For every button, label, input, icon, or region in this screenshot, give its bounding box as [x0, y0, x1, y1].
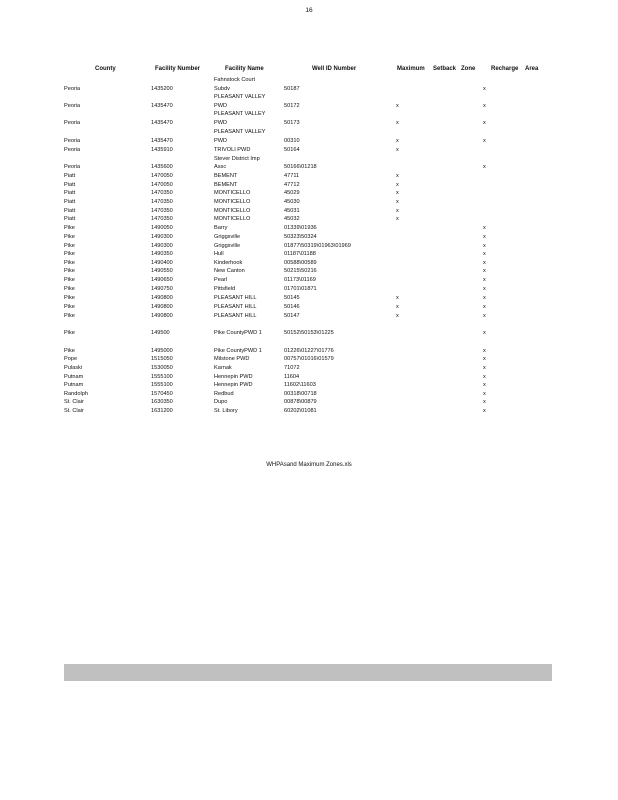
cell-recharge-zone: x: [483, 304, 486, 310]
cell-county: Pike: [64, 330, 75, 336]
cell-facility-number: 1490050: [151, 225, 173, 231]
table-row: [0, 103, 618, 112]
cell-facility-number: 1490300: [151, 243, 173, 249]
cell-well-id: 00588\00589: [284, 260, 317, 266]
table-row: [0, 330, 618, 339]
cell-recharge-zone: x: [483, 225, 486, 231]
table-row: [0, 295, 618, 304]
cell-facility-number: 1490800: [151, 295, 173, 301]
cell-recharge-zone: x: [483, 286, 486, 292]
cell-facility-name: Pearl: [214, 277, 228, 283]
cell-facility-number: 1631200: [151, 408, 173, 414]
cell-facility-number: 1490800: [151, 313, 173, 319]
cell-facility-name: New Canton: [214, 268, 245, 274]
cell-recharge-zone: x: [483, 382, 486, 388]
cell-facility-name: St. Libory: [214, 408, 238, 414]
table-row: [0, 251, 618, 260]
cell-facility-number: 1470350: [151, 208, 173, 214]
cell-recharge-zone: x: [483, 103, 486, 109]
cell-facility-name: PLEASANT HILL: [214, 295, 257, 301]
cell-maximum: x: [396, 173, 399, 179]
cell-well-id: 01187\01188: [284, 251, 316, 257]
cell-facility-name: MONTICELLO: [214, 208, 251, 214]
cell-facility-number: 1490400: [151, 260, 173, 266]
cell-facility-name: Barry: [214, 225, 228, 231]
cell-recharge-zone: x: [483, 330, 486, 336]
cell-recharge-zone: x: [483, 120, 486, 126]
cell-well-id: 50173: [284, 120, 300, 126]
cell-facility-name: Dupo: [214, 399, 228, 405]
cell-maximum: x: [396, 313, 399, 319]
cell-facility-number: 1470050: [151, 182, 173, 188]
table-row: [0, 216, 618, 225]
cell-recharge-zone: x: [483, 356, 486, 362]
cell-maximum: x: [396, 120, 399, 126]
cell-facility-number: 1490300: [151, 234, 173, 240]
table-row: [0, 408, 618, 417]
facility-name-continuation: PLEASANT VALLEY: [214, 129, 266, 135]
cell-facility-number: 1470350: [151, 190, 173, 196]
cell-recharge-zone: x: [483, 277, 486, 283]
cell-well-id: 50187: [284, 86, 300, 92]
header-facility-number: Facility Number: [155, 66, 201, 72]
table-row: [0, 138, 618, 147]
cell-well-id: 01339\01936: [284, 225, 317, 231]
cell-well-id: 50146: [284, 304, 300, 310]
cell-recharge-zone: x: [483, 234, 486, 240]
table-row: [0, 399, 618, 408]
table-row: [0, 120, 618, 129]
cell-county: St. Clair: [64, 399, 84, 405]
header-well-id: Well ID Number: [312, 66, 357, 72]
cell-maximum: x: [396, 199, 399, 205]
cell-county: Pike: [64, 277, 75, 283]
cell-well-id: 60202\01081: [284, 408, 317, 414]
cell-facility-name: PLEASANT HILL: [214, 304, 257, 310]
cell-facility-name: PWD: [214, 103, 228, 109]
cell-maximum: x: [396, 216, 399, 222]
cell-facility-number: 1435470: [151, 103, 173, 109]
cell-county: Peoria: [64, 120, 81, 126]
cell-well-id: 50147: [284, 313, 300, 319]
cell-well-id: 00757\01016\01579: [284, 356, 334, 362]
cell-facility-number: 1490750: [151, 286, 173, 292]
cell-county: Piatt: [64, 190, 76, 196]
table-row: [0, 365, 618, 374]
facility-name-continuation: Stever District Imp: [214, 156, 260, 162]
footer-filename: WHPAsand Maximum Zones.xls: [266, 462, 352, 468]
cell-recharge-zone: x: [483, 313, 486, 319]
header-area: Area: [525, 66, 539, 72]
cell-county: Piatt: [64, 199, 76, 205]
cell-well-id: 01173\01169: [284, 277, 316, 283]
cell-facility-number: 1435910: [151, 147, 173, 153]
cell-facility-number: 1470350: [151, 216, 173, 222]
cell-recharge-zone: x: [483, 348, 486, 354]
cell-facility-name: MONTICELLO: [214, 199, 251, 205]
cell-county: Pike: [64, 313, 75, 319]
cell-well-id: 11602\11603: [284, 382, 316, 388]
cell-facility-name: PWD: [214, 138, 228, 144]
table-row: [0, 277, 618, 286]
cell-county: Pike: [64, 286, 75, 292]
cell-maximum: x: [396, 208, 399, 214]
cell-county: Pike: [64, 234, 75, 240]
cell-well-id: 50164: [284, 147, 300, 153]
cell-facility-number: 1555100: [151, 374, 173, 380]
cell-facility-number: 1570450: [151, 391, 173, 397]
table-row: [0, 382, 618, 391]
cell-maximum: x: [396, 138, 399, 144]
cell-maximum: x: [396, 103, 399, 109]
cell-facility-number: 1530050: [151, 365, 173, 371]
cell-facility-name: Subdv: [214, 86, 230, 92]
cell-facility-name: Hennepin PWD: [214, 374, 253, 380]
cell-well-id: 11604: [284, 374, 300, 380]
cell-recharge-zone: x: [483, 243, 486, 249]
cell-facility-name: PLEASANT HILL: [214, 313, 257, 319]
table-row: [0, 268, 618, 277]
cell-facility-number: 1490800: [151, 304, 173, 310]
cell-county: Pope: [64, 356, 78, 362]
cell-recharge-zone: x: [483, 295, 486, 301]
cell-maximum: x: [396, 147, 399, 153]
cell-facility-number: 1470350: [151, 199, 173, 205]
cell-facility-name: PWD: [214, 120, 228, 126]
cell-recharge-zone: x: [483, 408, 486, 414]
cell-facility-number: 1435470: [151, 138, 173, 144]
cell-well-id: 47712: [284, 182, 300, 188]
cell-well-id: 00878\00879: [284, 399, 317, 405]
cell-facility-name: Milstone PWD: [214, 356, 250, 362]
cell-well-id: 50145: [284, 295, 300, 301]
cell-well-id: 01877\50319\01963\01969: [284, 243, 351, 249]
header-maximum: Maximum: [397, 66, 425, 72]
page-number: 16: [305, 7, 313, 14]
cell-county: Putnam: [64, 382, 84, 388]
cell-maximum: x: [396, 190, 399, 196]
table-row: [0, 225, 618, 234]
cell-county: Peoria: [64, 147, 81, 153]
header-zone: Zone: [461, 66, 476, 72]
footer-bar: [64, 664, 552, 681]
cell-facility-number: 1435600: [151, 164, 173, 170]
cell-county: Pulaski: [64, 365, 83, 371]
header-facility-name: Facility Name: [225, 66, 264, 72]
cell-county: Peoria: [64, 164, 81, 170]
cell-recharge-zone: x: [483, 251, 486, 257]
cell-well-id: 50323\50324: [284, 234, 317, 240]
header-setback: Setback: [433, 66, 457, 72]
cell-recharge-zone: x: [483, 260, 486, 266]
cell-county: Pike: [64, 268, 75, 274]
cell-recharge-zone: x: [483, 391, 486, 397]
facility-name-continuation: PLEASANT VALLEY: [214, 111, 266, 117]
table-row: [0, 190, 618, 199]
cell-well-id: 00310: [284, 138, 300, 144]
table-row: [0, 313, 618, 322]
cell-facility-number: 1435470: [151, 120, 173, 126]
cell-maximum: x: [396, 182, 399, 188]
cell-county: Pike: [64, 304, 75, 310]
cell-county: Pike: [64, 348, 75, 354]
cell-county: Piatt: [64, 173, 76, 179]
cell-well-id: 50215\50216: [284, 268, 317, 274]
cell-facility-name: Griggsville: [214, 234, 241, 240]
cell-facility-name: Karnak: [214, 365, 232, 371]
cell-facility-number: 149500: [151, 330, 170, 336]
cell-facility-name: Kinderhook: [214, 260, 243, 266]
cell-recharge-zone: x: [483, 138, 486, 144]
cell-facility-number: 1435200: [151, 86, 173, 92]
cell-facility-name: Hennepin PWD: [214, 382, 253, 388]
cell-well-id: 01701\01871: [284, 286, 317, 292]
cell-well-id: 50152\50153\01225: [284, 330, 334, 336]
cell-recharge-zone: x: [483, 268, 486, 274]
cell-facility-number: 1495000: [151, 348, 173, 354]
cell-facility-name: BEMENT: [214, 182, 238, 188]
cell-facility-name: Redbud: [214, 391, 234, 397]
table-row: [0, 173, 618, 182]
table-row: [0, 234, 618, 243]
cell-facility-name: Assc: [214, 164, 227, 170]
cell-maximum: x: [396, 295, 399, 301]
cell-well-id: 45029: [284, 190, 300, 196]
table-row: [0, 286, 618, 295]
cell-county: Peoria: [64, 138, 81, 144]
cell-well-id: 50172: [284, 103, 300, 109]
cell-well-id: 71072: [284, 365, 300, 371]
cell-well-id: 50166\01218: [284, 164, 317, 170]
cell-facility-name: Pittsfield: [214, 286, 236, 292]
table-row: [0, 147, 618, 156]
cell-well-id: 00318\00718: [284, 391, 317, 397]
cell-recharge-zone: x: [483, 374, 486, 380]
facility-name-continuation: Fahnstock Court: [214, 77, 256, 83]
cell-county: Putnam: [64, 374, 84, 380]
cell-county: Pike: [64, 260, 75, 266]
table-row: [0, 164, 618, 173]
cell-facility-name: TRIVOLI PWD: [214, 147, 251, 153]
cell-facility-number: 1490350: [151, 251, 173, 257]
cell-county: Peoria: [64, 103, 81, 109]
table-row: [0, 199, 618, 208]
cell-well-id: 45030: [284, 199, 300, 205]
table-row: [0, 304, 618, 313]
cell-county: Pike: [64, 225, 75, 231]
cell-maximum: x: [396, 304, 399, 310]
cell-county: Piatt: [64, 208, 76, 214]
cell-facility-number: 1470050: [151, 173, 173, 179]
cell-county: Pike: [64, 243, 75, 249]
cell-well-id: 45031: [284, 208, 300, 214]
cell-facility-name: BEMENT: [214, 173, 238, 179]
cell-well-id: 45032: [284, 216, 300, 222]
header-recharge: Recharge: [491, 66, 519, 72]
header-county: County: [95, 66, 116, 72]
cell-facility-number: 1555100: [151, 382, 173, 388]
cell-facility-name: Griggsville: [214, 243, 241, 249]
cell-facility-name: MONTICELLO: [214, 216, 251, 222]
cell-recharge-zone: x: [483, 365, 486, 371]
cell-recharge-zone: x: [483, 399, 486, 405]
cell-county: Randolph: [64, 391, 88, 397]
cell-well-id: 01226\01227\01776: [284, 348, 334, 354]
cell-county: Pike: [64, 251, 75, 257]
cell-county: Piatt: [64, 216, 76, 222]
cell-facility-number: 1490650: [151, 277, 173, 283]
cell-facility-name: Pike CountyPWD 1: [214, 348, 262, 354]
cell-facility-name: Pike CountyPWD 1: [214, 330, 262, 336]
cell-facility-name: Hull: [214, 251, 224, 257]
cell-county: Pike: [64, 295, 75, 301]
facility-name-continuation: PLEASANT VALLEY: [214, 94, 266, 100]
cell-recharge-zone: x: [483, 164, 486, 170]
cell-facility-number: 1490550: [151, 268, 173, 274]
table-row: [0, 356, 618, 365]
cell-county: Piatt: [64, 182, 76, 188]
cell-county: St. Clair: [64, 408, 84, 414]
cell-recharge-zone: x: [483, 86, 486, 92]
cell-county: Peoria: [64, 86, 81, 92]
cell-facility-number: 1630350: [151, 399, 173, 405]
table-row: [0, 86, 618, 95]
cell-well-id: 47711: [284, 173, 300, 179]
cell-facility-name: MONTICELLO: [214, 190, 251, 196]
cell-facility-number: 1515050: [151, 356, 173, 362]
